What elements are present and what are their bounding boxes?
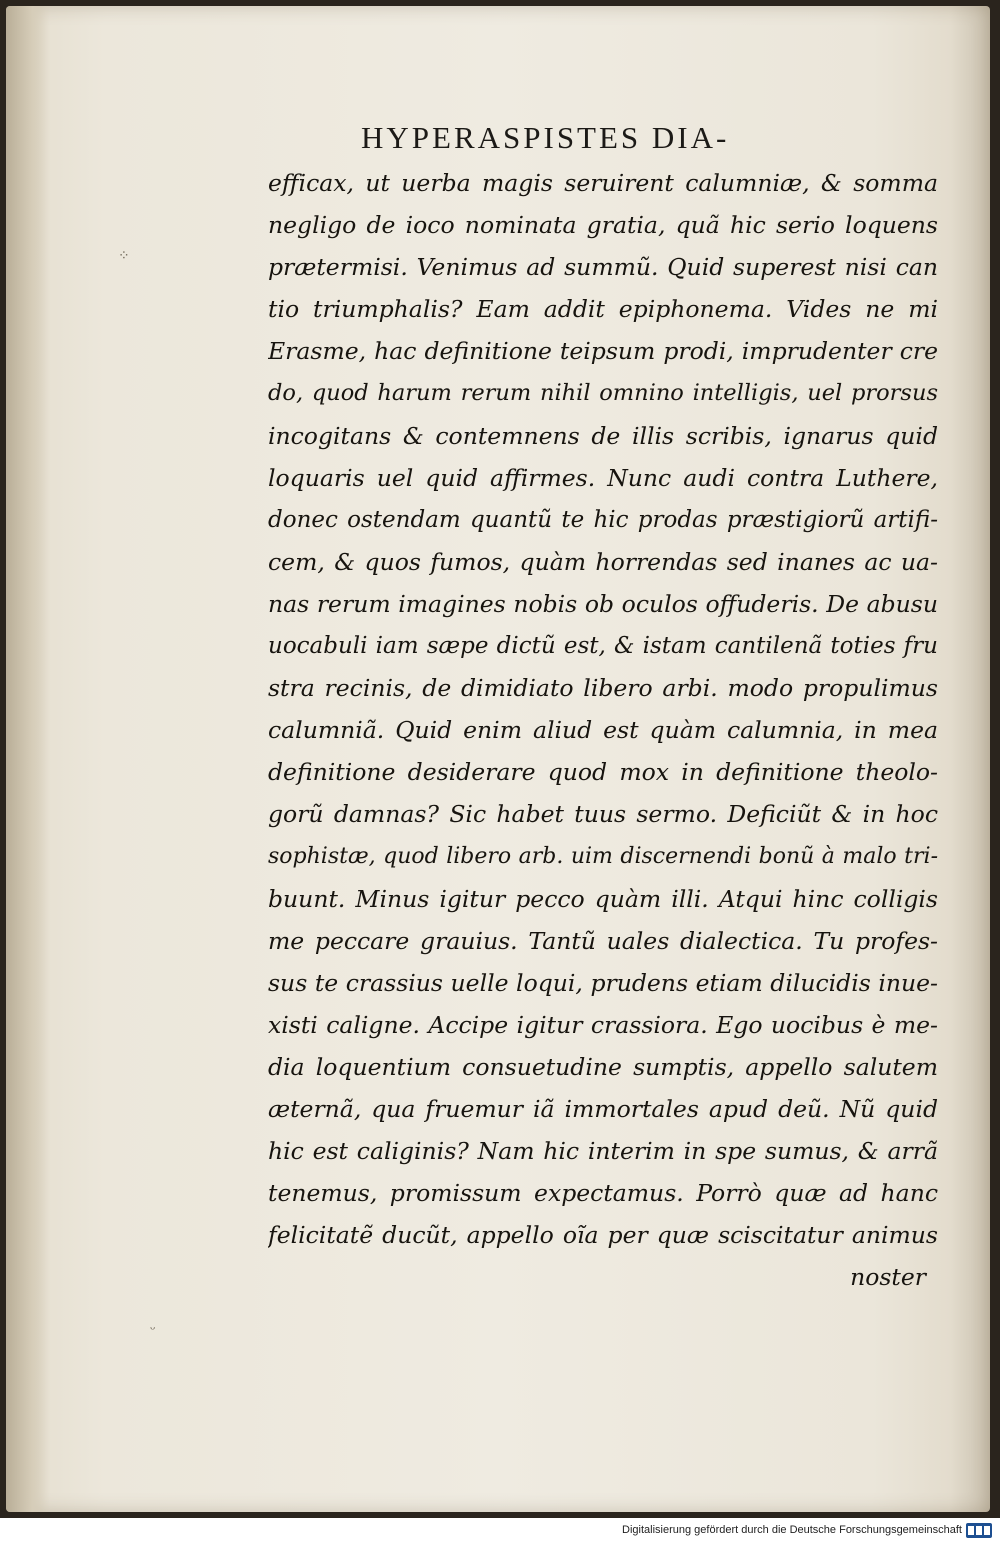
- text-line: sophistæ, quod libero arb. uim discernendi bonũ à malo tri-: [268, 843, 938, 869]
- text-line: felicitatẽ ducũt, appello oĩa per quæ sciscitatur animus: [268, 1221, 938, 1250]
- text-line: sus te crassius uelle loqui, prudens etiam dilucidis inue-: [268, 968, 938, 997]
- page-gutter-edge: [6, 6, 50, 1512]
- margin-speck-mark: ⁘: [118, 248, 130, 264]
- digitization-footer: [0, 1518, 1000, 1544]
- text-line: incogitans & contemnens de illis scribis, ignarus quid: [268, 421, 938, 450]
- running-head: HYPERASPISTES DIA-: [361, 120, 730, 155]
- text-line: negligo de ioco nominata gratia, quã hic serio loquens: [268, 211, 938, 240]
- text-line: nas rerum imagines nobis ob oculos offuderis. De abusu: [268, 589, 938, 618]
- text-line: buunt. Minus igitur pecco quàm illi. Atqui hinc colligis: [268, 884, 938, 913]
- text-line: tio triumphalis? Eam addit epiphonema. Vides ne mi: [268, 295, 938, 324]
- text-line: tenemus, promissum expectamus. Porrò quæ ad hanc: [268, 1179, 938, 1208]
- text-line: stra recinis, de dimidiato libero arbi. modo propulimus: [268, 674, 938, 703]
- text-line: cem, & quos fumos, quàm horrendas sed inanes ac ua-: [268, 547, 938, 576]
- text-line: loquaris uel quid affirmes. Nunc audi contra Luthere,: [268, 463, 938, 492]
- text-line: Erasme, hac definitione teipsum prodi, imprudenter cre: [268, 337, 938, 366]
- text-line: do, quod harum rerum nihil omnino intelligis, uel prorsus: [268, 380, 938, 407]
- text-line: xisti caligne. Accipe igitur crassiora. Ego uocibus è me-: [268, 1010, 938, 1039]
- text-line: me peccare grauius. Tantũ uales dialectica. Tu profes-: [268, 926, 938, 955]
- text-block: [268, 162, 938, 1299]
- funding-credit: Digitalisierung gefördert durch die Deutsche Forschungsgemeinschaft: [622, 1524, 962, 1536]
- text-line: donec ostendam quantũ te hic prodas præstigiorũ artifi-: [268, 506, 938, 533]
- text-line: hic est caliginis? Nam hic interim in spe sumus, & arrã: [268, 1137, 938, 1166]
- text-line: æternã, qua fruemur iã immortales apud deũ. Nũ quid: [268, 1095, 938, 1124]
- dfg-logo-icon: [966, 1523, 992, 1538]
- text-line: prætermisi. Venimus ad summũ. Quid superest nisi can: [268, 253, 938, 282]
- text-line: calumniã. Quid enim aliud est quàm calumnia, in mea: [268, 716, 938, 745]
- catchword: noster: [850, 1263, 926, 1292]
- text-line: gorũ damnas? Sic habet tuus sermo. Deficiũt & in hoc: [268, 800, 938, 829]
- text-line: efficax, ut uerba magis seruirent calumniæ, & somma: [268, 169, 938, 197]
- text-line: dia loquentium consuetudine sumptis, appello salutem: [268, 1052, 938, 1081]
- text-line: uocabuli iam sæpe dictũ est, & istam cantilenã toties fru: [268, 633, 938, 660]
- text-line: definitione desiderare quod mox in definitione theolo-: [268, 758, 938, 787]
- margin-speck-mark: ᵕ: [150, 1322, 156, 1338]
